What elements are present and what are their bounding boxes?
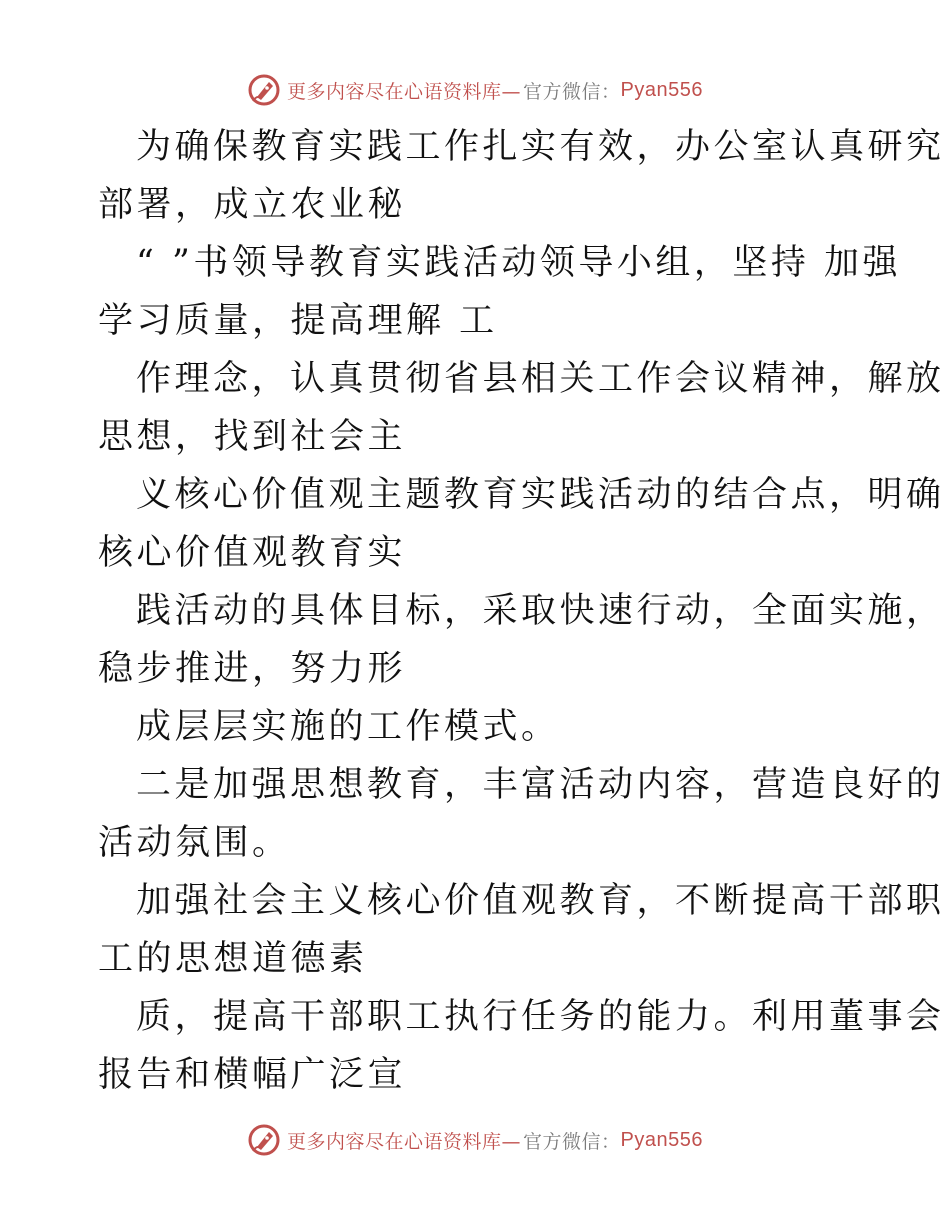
para-line: 加强社会主义核心价值观教育，不断提高干部职 — [136, 881, 945, 921]
paragraph-3 — [98, 350, 945, 466]
footer-banner — [0, 1120, 950, 1160]
para-line: 二是加强思想教育，丰富活动内容，营造良好的 — [136, 765, 945, 805]
para-line: 义核心价值观主题教育实践活动的结合点，明确 — [136, 475, 945, 515]
para-line: 作理念，认真贯彻省县相关工作会议精神，解放 — [136, 359, 945, 399]
paragraph-4 — [98, 466, 945, 582]
para-line: 成层层实施的工作模式。 — [136, 707, 560, 747]
paragraph-5 — [98, 582, 945, 698]
wechat-id: Pyan556 — [620, 78, 703, 101]
para-line: 部署，成立农业秘 — [98, 185, 407, 225]
banner-text: 更多内容尽在心语资料库— — [287, 80, 522, 103]
banner-text: 更多内容尽在心语资料库— — [287, 1130, 522, 1153]
pen-nib-logo-icon — [247, 73, 281, 107]
paragraph-7 — [98, 756, 945, 872]
para-line: 践活动的具体目标，采取快速行动，全面实施， — [136, 591, 945, 631]
para-line: 为确保教育实践工作扎实有效，办公室认真研究 — [136, 127, 945, 167]
para-line: 核心价值观教育实 — [98, 533, 407, 573]
para-line: 报告和横幅广泛宣 — [98, 1055, 407, 1095]
wechat-label: 官方微信： — [523, 1130, 621, 1153]
wechat-id: Pyan556 — [620, 1128, 703, 1151]
wechat-label: 官方微信： — [523, 80, 621, 103]
paragraph-6 — [98, 698, 858, 756]
para-line: 质，提高干部职工执行任务的能力。利用董事会 — [136, 997, 945, 1037]
para-line: 稳步推进，努力形 — [98, 649, 407, 689]
paragraph-2 — [98, 234, 902, 350]
para-line: 思想，找到社会主 — [98, 417, 407, 457]
paragraph-1 — [98, 118, 945, 234]
paragraph-9 — [98, 988, 945, 1104]
para-line: 活动氛围。 — [98, 823, 291, 863]
para-line: “ ”书领导教育实践活动领导小组，坚持 加强 — [136, 243, 902, 283]
document-body — [98, 118, 945, 1104]
para-line: 学习质量，提高理解 工 — [98, 301, 498, 341]
header-banner — [0, 70, 950, 110]
paragraph-8 — [98, 872, 945, 988]
pen-nib-logo-icon — [247, 1123, 281, 1157]
para-line: 工的思想道德素 — [98, 939, 368, 979]
